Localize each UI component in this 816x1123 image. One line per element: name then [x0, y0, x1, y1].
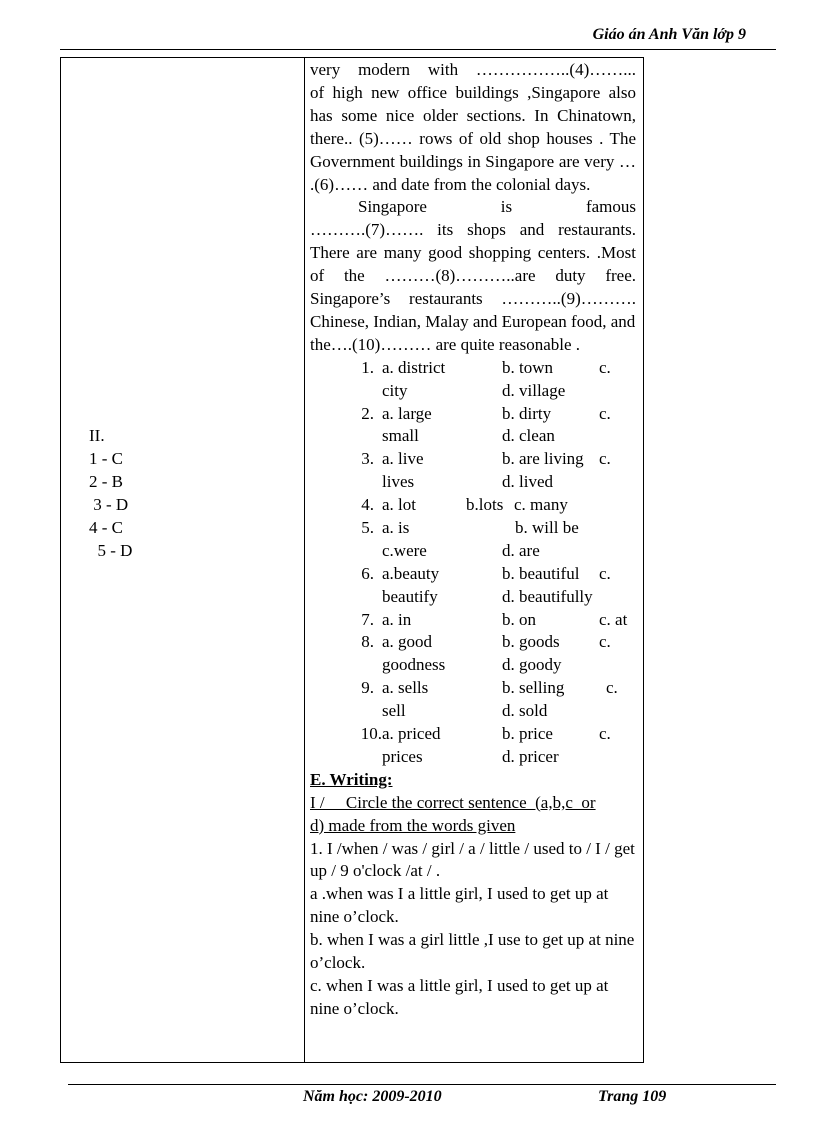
option-a: a. lot: [382, 495, 416, 515]
option-number: 1.: [361, 357, 374, 377]
answer-item: 1 - C: [89, 449, 123, 468]
writing-choice-a: a .when was I a little girl, I used to get up at nine o’clock.: [310, 884, 609, 927]
passage-paragraph-2-first-line: [310, 196, 636, 219]
passage-word: very: [310, 60, 341, 79]
option-d: d. pricer: [502, 746, 559, 766]
option-c: c. at: [599, 609, 628, 629]
option-row-continuation: [310, 586, 636, 609]
option-row-continuation: [310, 654, 636, 677]
option-a: a. in: [382, 609, 412, 629]
answer-item: 2 - B: [89, 472, 123, 491]
writing-heading: E. Writing:: [310, 769, 393, 789]
option-row: [310, 723, 636, 746]
option-a: a. sells: [382, 678, 429, 698]
option-b: b. goods: [502, 632, 560, 652]
option-d: d. are: [502, 540, 540, 560]
option-row: [310, 563, 636, 586]
passage-word: famous: [585, 197, 636, 217]
option-row: [310, 677, 636, 700]
option-a: a. priced: [382, 724, 441, 744]
option-number: 3.: [361, 449, 374, 469]
option-row: [310, 517, 636, 540]
answer-item: 5 - D: [89, 541, 133, 560]
option-row-continuation: [310, 540, 636, 563]
option-d: d. lived: [502, 472, 553, 492]
option-b: b. price: [502, 724, 553, 744]
option-row-continuation: [310, 425, 636, 448]
option-a: a. district: [382, 357, 446, 377]
passage-first-line: [310, 59, 636, 82]
passage-paragraph-1: of high new office buildings ,Singapore also has some nice older sections. In Chinatown, there.. (5)…… rows of old shop houses . The Government buildings in Singapore are very … .(6)…… and date from the colonial days.: [310, 82, 636, 194]
option-c-text: small: [382, 426, 419, 446]
option-b: b. beautiful: [502, 563, 580, 583]
option-c: c. many: [514, 495, 568, 515]
option-c: c.: [599, 563, 611, 583]
option-row-continuation: [310, 380, 636, 403]
exercise-content: [310, 59, 636, 1021]
option-d: d. village: [502, 380, 566, 400]
option-c: c.: [599, 449, 611, 469]
option-c: c.: [599, 632, 611, 652]
option-a: a.beauty: [382, 563, 440, 583]
option-c: c.: [599, 403, 611, 423]
option-row: [310, 403, 636, 426]
option-b: b.lots: [466, 495, 504, 515]
option-c-text: c.were: [382, 540, 427, 560]
passage-word: is: [500, 197, 513, 217]
option-number: 9.: [361, 678, 374, 698]
writing-instruction: I / Circle the correct sentence (a,b,c or: [310, 792, 596, 812]
option-c: c.: [606, 678, 618, 698]
option-c: c.: [599, 357, 611, 377]
option-d: d. goody: [502, 655, 562, 675]
passage-word: Singapore: [358, 197, 427, 217]
option-number: 8.: [361, 632, 374, 652]
option-row: [310, 494, 636, 517]
option-d: d. sold: [502, 701, 548, 721]
option-b: b. town: [502, 357, 553, 377]
option-b: b. are living: [502, 449, 584, 469]
option-a: a. live: [382, 449, 424, 469]
footer-school-year: Năm học: 2009-2010: [303, 1088, 442, 1105]
option-row: [310, 631, 636, 654]
option-d: d. beautifully: [502, 586, 593, 606]
option-d: d. clean: [502, 426, 555, 446]
option-number: 6.: [361, 563, 374, 583]
answer-item: 4 - C: [89, 518, 123, 537]
option-number: 7.: [361, 609, 374, 629]
option-row-continuation: [310, 471, 636, 494]
footer-page-number: Trang 109: [598, 1088, 667, 1105]
option-number: 2.: [361, 403, 374, 423]
passage-word: ……………..(4)……...: [475, 60, 636, 79]
passage-paragraph-2: ……….(7)……. its shops and restaurants. There are many good shopping centers. .Most of the ………(8)………..are duty free. Singapore’s restaurants ………..(9)………. Chinese, Indian, Malay and European food, and: [310, 220, 636, 331]
lesson-table: [60, 57, 644, 1063]
option-c-text: goodness: [382, 655, 446, 675]
option-row: [310, 448, 636, 471]
option-b: b. will be: [515, 518, 579, 538]
option-b: b. on: [502, 609, 536, 629]
option-number: 10.: [360, 724, 382, 744]
passage-last-line: the….(10)……… are quite reasonable .: [310, 334, 581, 354]
option-c-text: lives: [382, 472, 415, 492]
passage-word: with: [427, 60, 459, 79]
option-row-continuation: [310, 746, 636, 769]
multiple-choice-options: [310, 357, 636, 769]
writing-question: 1. I /when / was / girl / a / little / used to / I / get up / 9 o'clock /at / .: [310, 838, 635, 881]
option-c-text: beautify: [382, 586, 438, 606]
option-row-continuation: [310, 700, 636, 723]
answer-item: 3 - D: [89, 495, 129, 514]
option-number: 4.: [361, 495, 374, 515]
writing-instruction-cont: d) made from the words given: [310, 815, 516, 835]
option-c-text: sell: [382, 701, 406, 721]
option-number: 5.: [361, 518, 374, 538]
writing-choice-b: b. when I was a girl little ,I use to get up at nine o’clock.: [310, 930, 635, 973]
answer-section-label: II.: [89, 426, 105, 445]
header-divider: [60, 49, 776, 50]
option-a: a. large: [382, 403, 432, 423]
writing-choice-c: c. when I was a little girl, I used to get up at nine o’clock.: [310, 975, 609, 1018]
column-divider: [304, 58, 305, 1062]
header-title: Giáo án Anh Văn lớp 9: [592, 26, 746, 43]
option-c-text: prices: [382, 746, 423, 766]
option-a: a. good: [382, 632, 433, 652]
passage-word: modern: [358, 60, 410, 79]
option-b: b. dirty: [502, 403, 552, 423]
option-b: b. selling: [502, 678, 565, 698]
option-row: [310, 609, 636, 632]
option-c: c.: [599, 724, 611, 744]
footer-divider: [68, 1084, 776, 1085]
option-c-text: city: [382, 380, 408, 400]
answer-key: [89, 424, 132, 562]
option-row: [310, 357, 636, 380]
option-a: a. is: [382, 518, 410, 538]
